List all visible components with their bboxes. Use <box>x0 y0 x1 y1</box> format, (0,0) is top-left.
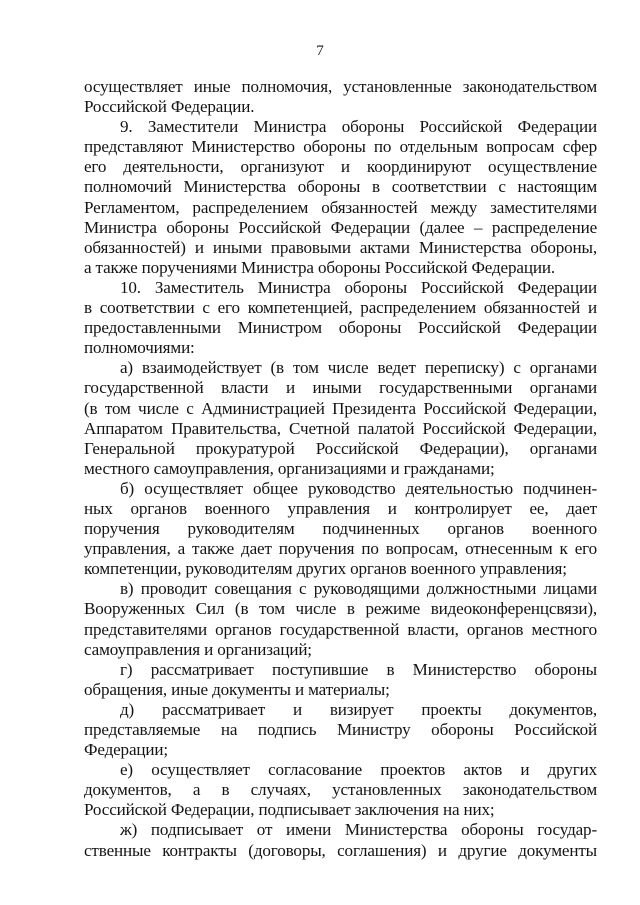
text-line: 10. Заместитель Министра обороны Российской Федерации <box>120 277 597 297</box>
text-line: государственной власти и иными государственными органами <box>84 378 597 398</box>
text-line: Генеральной прокуратурой Российской Федерации), органами <box>84 438 597 458</box>
text-line: д) рассматривает и визирует проекты документов, <box>120 699 597 719</box>
text-line: Российской Федерации, подписывает заключения на них; <box>84 800 495 820</box>
text-line: в) проводит совещания с руководящими должностными лицами <box>120 579 597 599</box>
text-line: обязанностей) и иными правовыми актами Министерства обороны, <box>84 237 597 257</box>
text-line: Министра обороны Российской Федерации (далее – распределение <box>84 217 597 237</box>
text-line: документов, а в случаях, установленных законодательством <box>84 780 597 800</box>
text-line: обращения, иные документы и материалы; <box>84 679 390 699</box>
text-line: представляют Министерство обороны по отдельным вопросам сфер <box>84 137 597 157</box>
text-line: в соответствии с его компетенцией, распределением обязанностей и <box>84 298 597 318</box>
text-line: местного самоуправления, организациями и гражданами; <box>84 458 495 478</box>
text-line: б) осуществляет общее руководство деятельностью подчинен- <box>120 478 597 498</box>
text-line: Аппаратом Правительства, Счетной палатой Российской Федерации, <box>84 418 597 438</box>
text-line: предоставленными Министром обороны Российской Федерации <box>84 318 597 338</box>
text-line: а также поручениями Министра обороны Российской Федерации. <box>84 257 555 277</box>
text-line: управления, а также дает поручения по вопросам, отнесенным к его <box>84 539 597 559</box>
text-line: Российской Федерации. <box>84 97 255 117</box>
text-line: полномочиями: <box>84 338 195 358</box>
text-line: осуществляет иные полномочия, установленные законодательством <box>84 77 597 96</box>
text-line: Регламентом, распределением обязанностей между заместителями <box>84 197 597 217</box>
text-line: Вооруженных Сил (в том числе в режиме видеоконференцсвязи), <box>84 599 597 619</box>
text-line: (в том числе с Администрацией Президента Российской Федерации, <box>84 398 597 418</box>
text-line: ственные контракты (договоры, соглашения) и другие документы <box>84 840 597 860</box>
text-line: ж) подписывает от имени Министерства обороны государ- <box>120 820 597 840</box>
text-line: самоуправления и организаций; <box>84 639 312 659</box>
text-line: представителями органов государственной власти, органов местного <box>84 619 597 639</box>
document-body <box>84 77 597 861</box>
text-line: компетенции, руководителям других органов военного управления; <box>84 559 567 579</box>
text-line: е) осуществляет согласование проектов актов и других <box>120 760 597 780</box>
page-number: 7 <box>316 43 324 59</box>
text-line: г) рассматривает поступившие в Министерство обороны <box>120 659 597 679</box>
text-line: Федерации; <box>84 740 168 760</box>
text-line: а) взаимодействует (в том числе ведет переписку) с органами <box>120 358 597 378</box>
text-line: 9. Заместители Министра обороны Российской Федерации <box>120 117 597 137</box>
text-line: его деятельности, организуют и координируют осуществление <box>84 157 597 177</box>
text-line: ных органов военного управления и контролирует ее, дает <box>84 498 597 518</box>
text-line: полномочий Министерства обороны в соответствии с настоящим <box>84 177 597 197</box>
text-line: поручения руководителям подчиненных органов военного <box>84 519 597 539</box>
text-line: представляемые на подпись Министру обороны Российской <box>84 720 597 739</box>
